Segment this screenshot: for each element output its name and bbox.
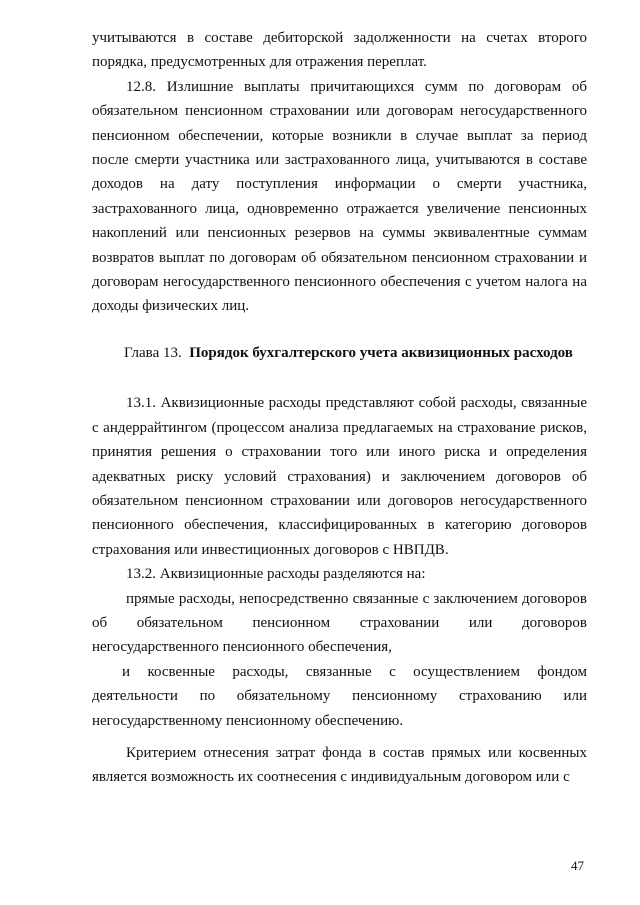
chapter-heading (92, 341, 587, 365)
paragraph-continuation: учитываются в составе дебиторской задолженности на счетах второго порядка, предусмотренных для отражения переплат. (92, 30, 587, 71)
paragraph-criterion: Критерием отнесения затрат фонда в состав прямых или косвенных является возможность их соотнесения с индивидуальным договором или с (92, 744, 587, 786)
chapter-title: Порядок бухгалтерского учета аквизиционных расходов (189, 344, 573, 361)
spacer (92, 319, 587, 341)
spacer (92, 365, 587, 391)
paragraph-12-8: 12.8. Излишние выплаты причитающихся сумм по договорам об обязательном пенсионном страховании или договорам негосударственного пенсионном обеспечении, которые возникли в случае выплат за период после смерти участника или застрахованного лица, учитываются в составе доходов на дату поступления информации о смерти участника, застрахованного лица, одновременно отражается увеличение пенсионных накоплений или пенсионных резервов на суммы эквивалентные суммам возвратов выплат по договорам об обязательном пенсионном страховании и договорам негосударственного пенсионного обеспечения с учетом налога на доходы физических лиц. (92, 78, 587, 315)
paragraph-13-2: 13.2. Аквизиционные расходы разделяются на: (126, 566, 426, 583)
paragraph-13-1: 13.1. Аквизиционные расходы представляют собой расходы, связанные с андеррайтингом (процессом анализа предлагаемых на страхование рисков, принятия решения о страховании того или иного риска и определения адекватных риску условий страхования) и заключением договоров об обязательном пенсионном страховании или договоров негосударственного пенсионного обеспечения, классифицированных в категорию договоров страхования или инвестиционных договоров с НВПДВ. (92, 395, 587, 558)
document-body (92, 26, 587, 790)
page-number: 47 (571, 858, 584, 873)
paragraph-direct-expenses: прямые расходы, непосредственно связанные с заключением договоров об обязательном пенсионном страховании или договоров негосударственного пенсионного обеспечения, (92, 590, 587, 656)
chapter-number: Глава 13. (124, 344, 182, 361)
paragraph-indirect-expenses: и косвенные расходы, связанные с осуществлением фондом деятельности по обязательному пенсионному страхованию или негосударственному пенсионному обеспечению. (92, 663, 587, 729)
